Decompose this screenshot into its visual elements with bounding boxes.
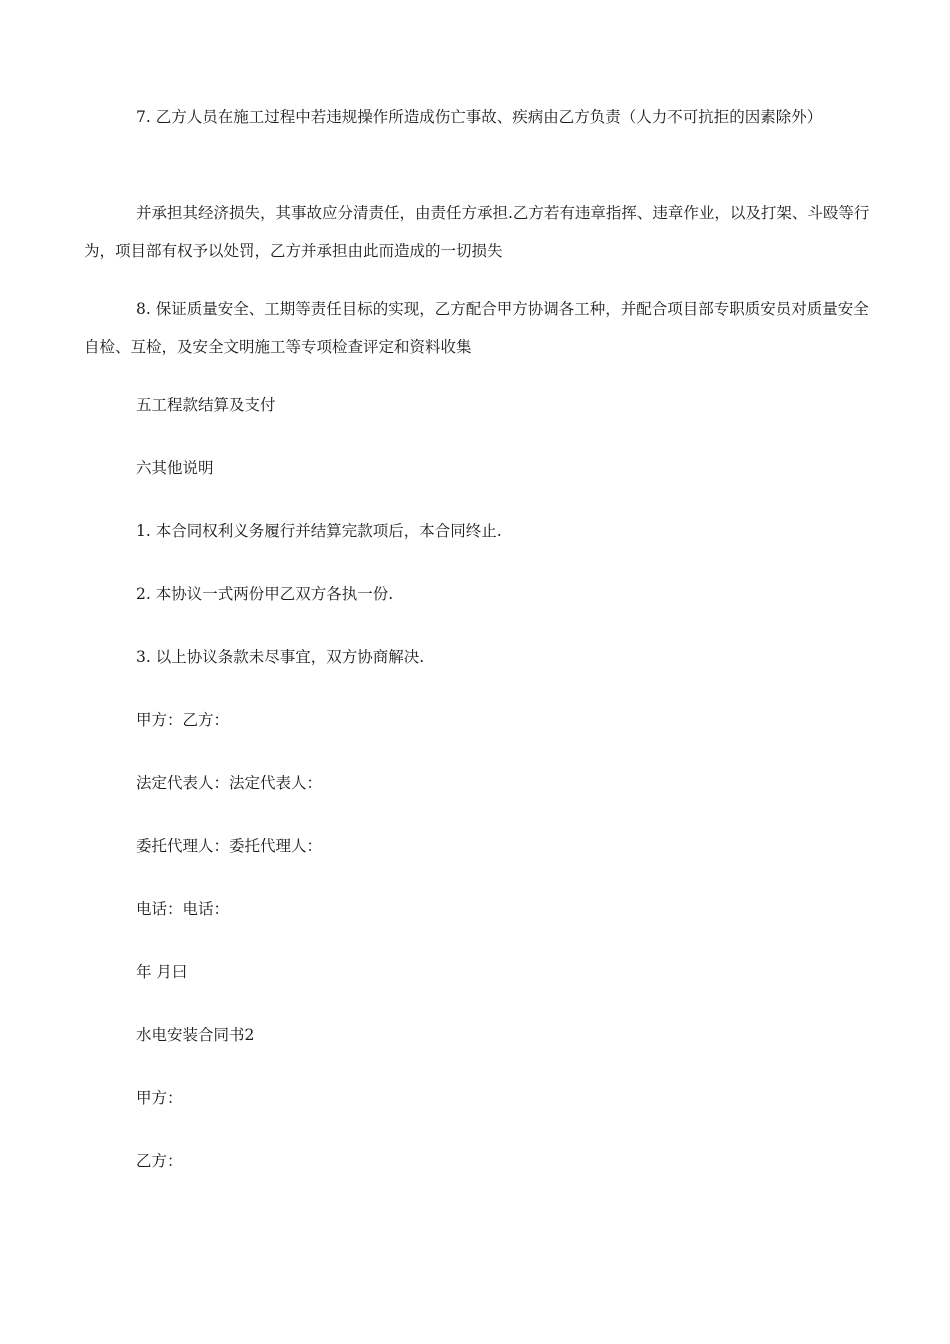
contract-title-2: 水电安装合同书2 xyxy=(136,1026,255,1044)
clause-3: 3. 以上协议条款未尽事宜，双方协商解决. xyxy=(136,648,425,666)
clause-1: 1. 本合同权利义务履行并结算完款项后，本合同终止. xyxy=(136,522,502,540)
party-a-b-label: 甲方：乙方： xyxy=(136,711,230,729)
authorized-agent-label: 委托代理人：委托代理人： xyxy=(136,837,323,855)
paragraph-clause-7: 7. 乙方人员在施工过程中若违规操作所造成伤亡事故、疾病由乙方负责（人力不可抗拒的因素除外） xyxy=(136,108,823,126)
party-a-label: 甲方： xyxy=(136,1089,183,1107)
section-heading-payment: 五工程款结算及支付 xyxy=(136,396,276,414)
clause-2: 2. 本协议一式两份甲乙双方各执一份. xyxy=(136,585,394,603)
legal-representative-label: 法定代表人：法定代表人： xyxy=(136,774,323,792)
date-label: 年 月曰 xyxy=(136,963,188,981)
section-heading-other: 六其他说明 xyxy=(136,459,214,477)
paragraph-clause-8: 8. 保证质量安全、工期等责任目标的实现，乙方配合甲方协调各工种，并配合项目部专职质安员对质量安全自检、互检，及安全文明施工等专项检查评定和资料收集 xyxy=(84,300,869,356)
phone-label: 电话：电话： xyxy=(136,900,230,918)
party-b-label: 乙方： xyxy=(136,1152,183,1170)
paragraph-liability: 并承担其经济损失，其事故应分清责任，由责任方承担.乙方若有违章指挥、违章作业，以及打架、斗殴等行为，项目部有权予以处罚，乙方并承担由此而造成的一切损失 xyxy=(84,204,870,260)
